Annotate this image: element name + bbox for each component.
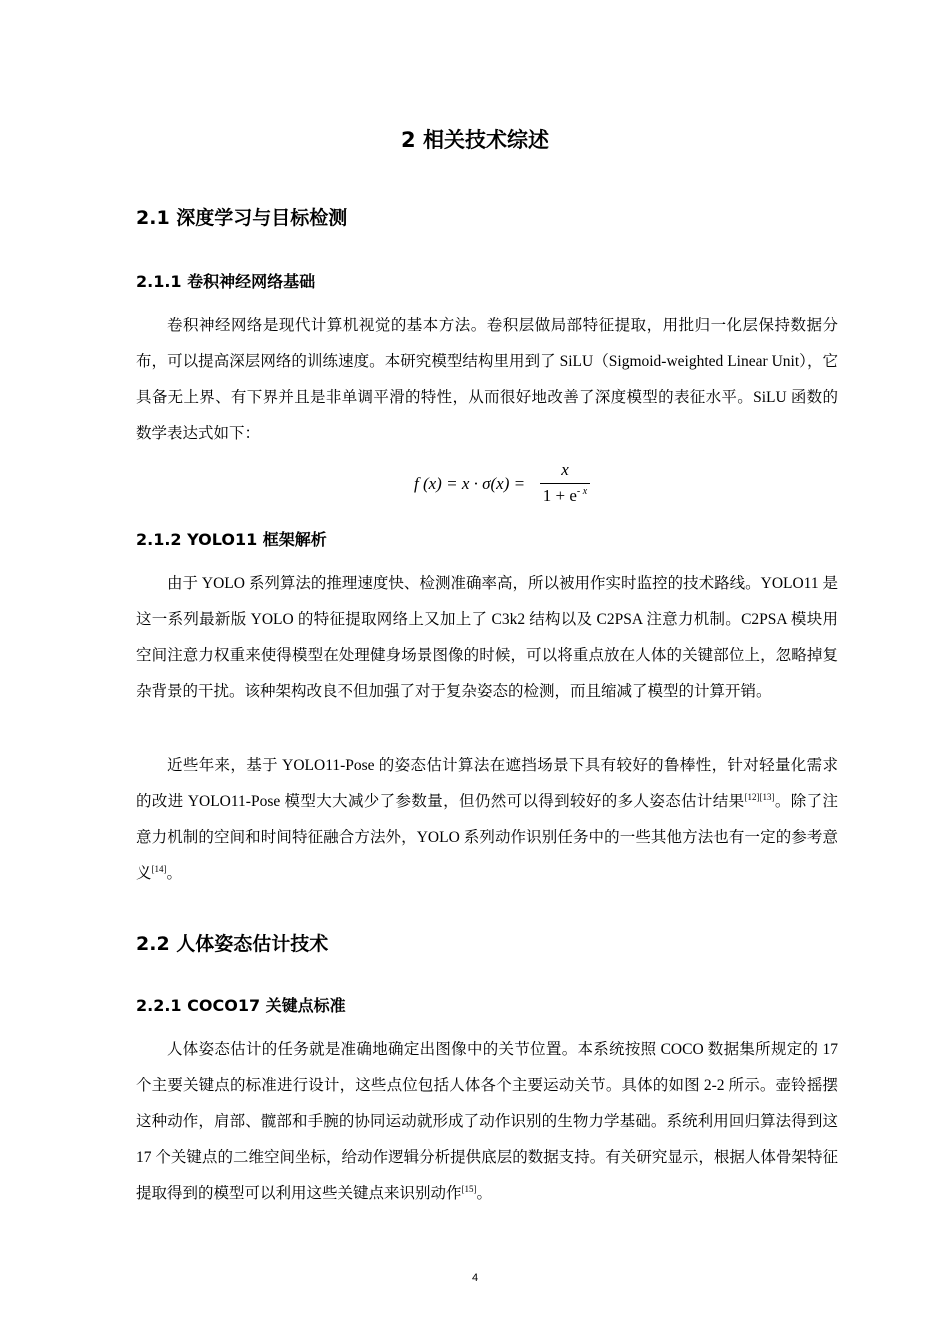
paragraph-text: 近些年来，基于 YOLO11-Pose 的姿态估计算法在遮挡场景下具有较好的鲁棒性，针对轻量化需求的改进 YOLO11-Pose 模型大大减少了参数量，但仍然可以得到较好的多人姿态估计结果 [136,757,838,810]
page-number: 4 [471,1272,479,1284]
formula-numerator: x [561,460,569,479]
citation-ref: [12][13] [744,792,775,802]
silu-formula [414,458,614,514]
citation-ref: [15] [461,1184,477,1194]
paragraph-text: 。除了注意力机制的空间和时间特征融合方法外，YOLO 系列动作识别任务中的一些其他方法也有一定的参考意义 [136,793,838,882]
subsection-title-2-2-1: 2.2.1 COCO17 关键点标准 [136,996,346,1015]
paragraph-yolo11-pose [136,748,838,892]
paragraph-text: 人体姿态估计的任务就是准确地确定出图像中的关节位置。本系统按照 COCO 数据集所规定的 17 个主要关键点的标准进行设计，这些点位包括人体各个主要运动关节。具体的如图 2-2 所示。壶铃摇摆这种动作，肩部、髋部和手腕的协同运动就形成了动作识别的生物力学基础。系统利用回归算法得到这 17 个关键点的二维空间坐标，给动作逻辑分析提供底层的数据支持。有关研究显示，根据人体骨架特征提取得到的模型可以利用这些关键点来识别动作 [136,1041,838,1202]
formula-lhs: f (x) = x · σ(x) = [414,474,526,493]
section-title-2-1: 2.1 深度学习与目标检测 [136,207,348,229]
formula-denominator [540,486,590,506]
paragraph-cnn-basics: 卷积神经网络是现代计算机视觉的基本方法。卷积层做局部特征提取，用批归一化层保持数据分布，可以提高深层网络的训练速度。本研究模型结构里用到了 SiLU（Sigmoid-weighted Linear Unit），它具备无上界、有下界并且是非单调平滑的特性，从而很好地改善了深度模型的表征水平。SiLU 函数的数学表达式如下： [136,317,838,442]
paragraph-text: 。 [476,1185,493,1202]
citation-ref: [14] [151,864,167,874]
fraction-bar [540,483,590,484]
paragraph-yolo11-framework: 由于 YOLO 系列算法的推理速度快、检测准确率高，所以被用作实时监控的技术路线。YOLO11 是这一系列最新版 YOLO 的特征提取网络上又加上了 C3k2 结构以及 C2PSA 注意力机制。C2PSA 模块用空间注意力权重来使得模型在处理健身场景图像的时候，可以将重点放在人体的关键部位上，忽略掉复杂背景的干扰。该种架构改良不但加强了对于复杂姿态的检测，而且缩减了模型的计算开销。 [136,575,838,700]
formula-denominator-base: 1 + e [542,486,577,505]
chapter-title: 2 相关技术综述 [401,128,549,152]
section-title-2-2: 2.2 人体姿态估计技术 [136,933,329,955]
paragraph-coco17-keypoints [136,1032,838,1212]
subsection-title-2-1-1: 2.1.1 卷积神经网络基础 [136,272,316,291]
formula-fraction [540,460,590,506]
formula-exponent: - x [576,486,588,497]
paragraph-text: 。 [166,865,183,882]
subsection-title-2-1-2: 2.1.2 YOLO11 框架解析 [136,530,327,549]
